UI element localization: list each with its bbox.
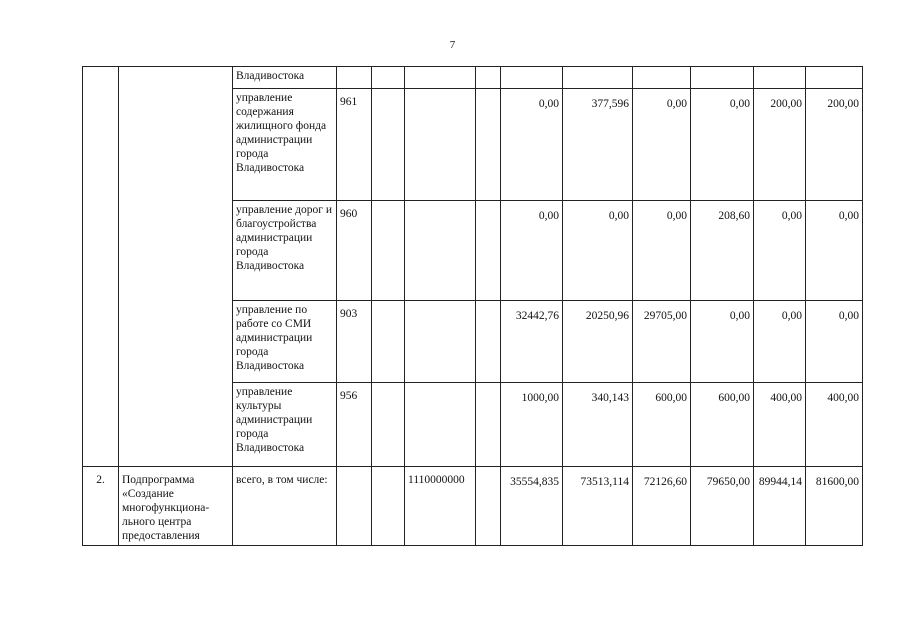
type-cell [476, 467, 501, 546]
table-row-subprogram [83, 467, 863, 546]
code-cell: 960 [337, 201, 372, 301]
page-number: 7 [449, 39, 456, 51]
value-cell-1: 0,00 [501, 201, 563, 301]
target-cell [405, 67, 476, 89]
value-cell-4: 600,00 [691, 383, 754, 467]
value-cell-3: 72126,60 [633, 467, 691, 546]
description-cell: управление по работе со СМИ администрации города Владивостока [233, 301, 337, 383]
section-cell [372, 67, 405, 89]
value-cell-2: 340,143 [563, 383, 633, 467]
section-cell [372, 201, 405, 301]
value-cell-6: 200,00 [806, 89, 863, 201]
value-cell-6: 400,00 [806, 383, 863, 467]
value-cell-4: 0,00 [691, 89, 754, 201]
section-cell [372, 301, 405, 383]
code-cell: 961 [337, 89, 372, 201]
value-cell-1: 35554,835 [501, 467, 563, 546]
value-cell-1: 0,00 [501, 89, 563, 201]
value-cell-1: 32442,76 [501, 301, 563, 383]
section-cell [372, 383, 405, 467]
description-cell: всего, в том числе: [233, 467, 337, 546]
value-cell-1 [501, 67, 563, 89]
description-cell: управление дорог и благоустройства администрации города Владивостока [233, 201, 337, 301]
value-cell-6: 0,00 [806, 301, 863, 383]
value-cell-3 [633, 67, 691, 89]
type-cell [476, 201, 501, 301]
value-cell-2: 73513,114 [563, 467, 633, 546]
value-cell-3: 600,00 [633, 383, 691, 467]
index-cell-empty [83, 67, 119, 467]
code-cell: 903 [337, 301, 372, 383]
code-cell [337, 67, 372, 89]
type-cell [476, 383, 501, 467]
table-row [83, 67, 863, 89]
section-cell [372, 467, 405, 546]
value-cell-6: 0,00 [806, 201, 863, 301]
value-cell-3: 0,00 [633, 89, 691, 201]
code-cell [337, 467, 372, 546]
value-cell-4: 79650,00 [691, 467, 754, 546]
value-cell-2: 0,00 [563, 201, 633, 301]
program-cell-empty [119, 67, 233, 467]
target-cell [405, 301, 476, 383]
code-cell: 956 [337, 383, 372, 467]
section-cell [372, 89, 405, 201]
description-cell: управление содержания жилищного фонда администрации города Владивостока [233, 89, 337, 201]
value-cell-5 [754, 67, 806, 89]
budget-table [82, 66, 863, 546]
index-cell: 2. [83, 467, 119, 546]
type-cell [476, 89, 501, 201]
value-cell-2 [563, 67, 633, 89]
value-cell-4 [691, 67, 754, 89]
value-cell-2: 377,596 [563, 89, 633, 201]
value-cell-5: 0,00 [754, 301, 806, 383]
type-cell [476, 67, 501, 89]
target-cell [405, 89, 476, 201]
value-cell-5: 89944,14 [754, 467, 806, 546]
target-cell: 1110000000 [405, 467, 476, 546]
value-cell-5: 400,00 [754, 383, 806, 467]
value-cell-5: 0,00 [754, 201, 806, 301]
value-cell-4: 0,00 [691, 301, 754, 383]
value-cell-6: 81600,00 [806, 467, 863, 546]
target-cell [405, 201, 476, 301]
description-cell: управление культуры администрации города Владивостока [233, 383, 337, 467]
target-cell [405, 383, 476, 467]
program-cell: Подпрограмма «Создание многофункциона-льного центра предоставления [119, 467, 233, 546]
description-cell: Владивостока [233, 67, 337, 89]
value-cell-3: 29705,00 [633, 301, 691, 383]
value-cell-5: 200,00 [754, 89, 806, 201]
value-cell-2: 20250,96 [563, 301, 633, 383]
value-cell-1: 1000,00 [501, 383, 563, 467]
type-cell [476, 301, 501, 383]
value-cell-4: 208,60 [691, 201, 754, 301]
value-cell-3: 0,00 [633, 201, 691, 301]
value-cell-6 [806, 67, 863, 89]
